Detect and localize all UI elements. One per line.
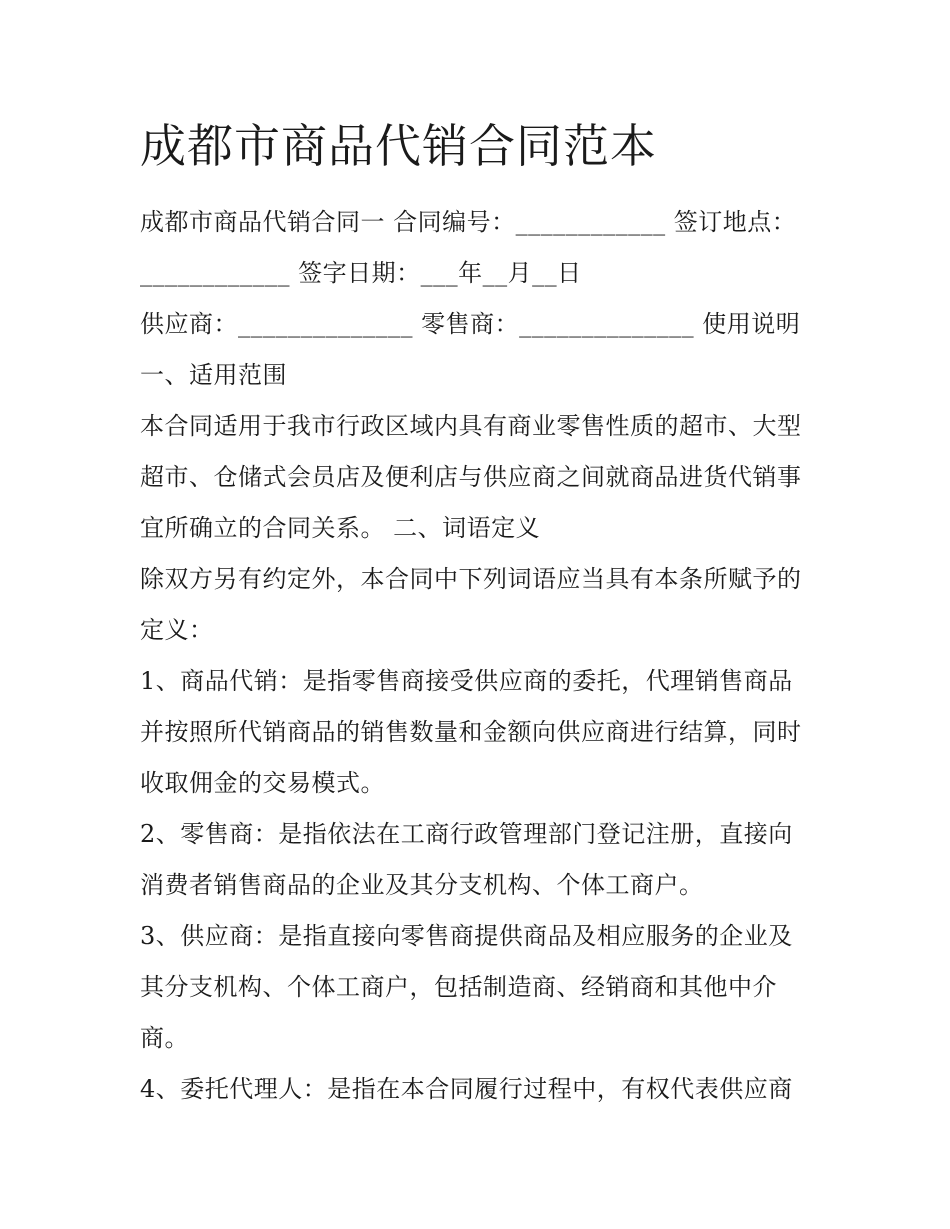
definition-item-3: 3、供应商：是指直接向零售商提供商品及相应服务的企业及 <box>140 922 793 950</box>
paragraph-line: 超市、仓储式会员店及便利店与供应商之间就商品进货代销事 <box>140 463 802 491</box>
paragraph-line: 消费者销售商品的企业及其分支机构、个体工商户。 <box>140 871 704 899</box>
section-heading-scope: 一、适用范围 <box>140 361 287 389</box>
definition-item-1: 1、商品代销：是指零售商接受供应商的委托，代理销售商品 <box>140 667 793 695</box>
definition-item-2: 2、零售商：是指依法在工商行政管理部门登记注册，直接向 <box>140 820 793 848</box>
paragraph-line: 定义： <box>140 616 214 644</box>
paragraph-line: 宜所确立的合同关系。 二、词语定义 <box>140 514 541 542</box>
text-line-parties: 供应商：______________ 零售商：______________ 使用说明 <box>140 310 801 338</box>
definition-item-4: 4、委托代理人：是指在本合同履行过程中，有权代表供应商 <box>140 1075 793 1103</box>
text-line-contract-number: 成都市商品代销合同一 合同编号：____________ 签订地点： <box>140 208 797 236</box>
paragraph-line: 并按照所代销商品的销售数量和金额向供应商进行结算，同时 <box>140 718 802 746</box>
paragraph-line: 商。 <box>140 1024 189 1052</box>
paragraph-line: 其分支机构、个体工商户，包括制造商、经销商和其他中介 <box>140 973 777 1001</box>
document-title: 成都市商品代销合同范本 <box>140 119 657 173</box>
paragraph-line: 本合同适用于我市行政区域内具有商业零售性质的超市、大型 <box>140 412 802 440</box>
text-line-signing-date: ____________ 签字日期：___年__月__日 <box>140 259 582 287</box>
paragraph-line: 收取佣金的交易模式。 <box>140 769 385 797</box>
paragraph-line: 除双方另有约定外，本合同中下列词语应当具有本条所赋予的 <box>140 565 802 593</box>
